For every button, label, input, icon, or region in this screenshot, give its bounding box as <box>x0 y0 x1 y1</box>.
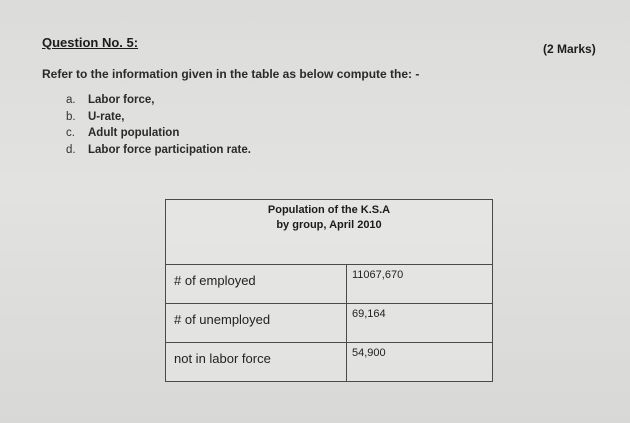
task-list <box>66 94 251 160</box>
table-header-cell <box>166 200 493 265</box>
list-item-text: Adult population <box>88 127 180 139</box>
row-label: # of employed <box>174 273 256 288</box>
list-item-text: U-rate, <box>88 110 125 123</box>
list-item-text: Labor force, <box>88 94 155 106</box>
population-table <box>165 199 493 382</box>
table-title-line1: Population of the K.S.A <box>267 204 391 216</box>
list-item <box>66 111 251 128</box>
row-label-cell <box>166 265 347 304</box>
table-title-line2: by group, April 2010 <box>276 219 382 231</box>
table-row <box>166 265 493 304</box>
list-letter: a. <box>66 94 76 106</box>
row-value: 11067,670 <box>352 269 404 281</box>
list-item <box>66 144 251 161</box>
table-row <box>166 304 493 343</box>
row-value-cell <box>347 343 493 382</box>
list-letter: b. <box>66 110 76 123</box>
row-label-cell <box>166 304 347 343</box>
row-value: 54,900 <box>352 347 386 359</box>
row-value-cell <box>347 304 493 343</box>
row-label: not in labor force <box>174 351 271 366</box>
list-letter: d. <box>66 143 76 156</box>
question-instruction: Refer to the information given in the table as below compute the: - <box>42 67 420 81</box>
list-item <box>66 94 251 111</box>
row-value-cell <box>347 265 493 304</box>
row-label: # of unemployed <box>174 312 271 327</box>
row-label-cell <box>166 343 347 382</box>
list-item <box>66 127 251 144</box>
list-letter: c. <box>66 127 75 139</box>
row-value: 69,164 <box>352 308 386 320</box>
question-title: Question No. 5: <box>42 35 139 50</box>
list-item-text: Labor force participation rate. <box>88 143 251 156</box>
marks-label: (2 Marks) <box>543 42 596 56</box>
table-row <box>166 343 493 382</box>
